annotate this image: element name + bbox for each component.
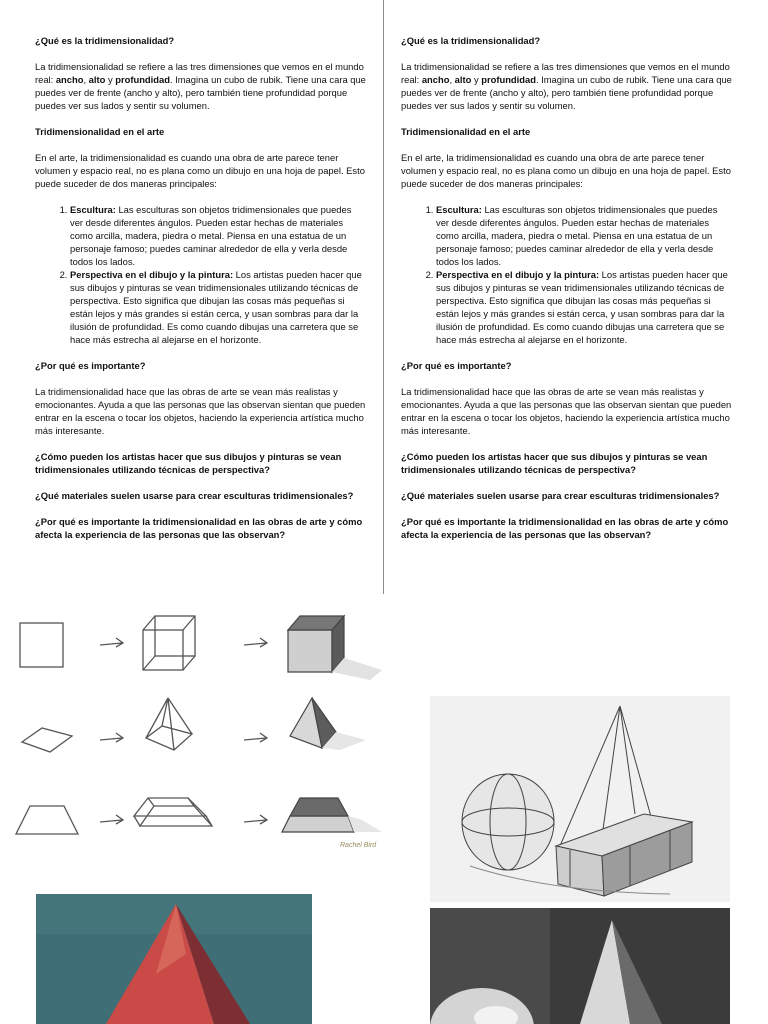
artist-signature: Rachel Bird: [340, 842, 377, 849]
question-heading: ¿Cómo pueden los artistas hacer que sus dibujos y pinturas se vean tridimensionales utilizando técnicas de perspectiva?: [35, 451, 342, 475]
bold-term: alto: [454, 74, 472, 85]
bold-term: ancho: [421, 74, 450, 85]
text-run: ,: [449, 74, 455, 85]
paragraph: La tridimensionalidad hace que las obras de arte se vean más realistas y emocionantes. Ayuda a que las personas que las observan sientan que pueden entrar en la escena o tocar los objetos, haciendo la experiencia artística mucho más interesante.: [35, 386, 366, 436]
list-item-title: Escultura:: [436, 204, 482, 215]
text-run: . Imagina un cubo de rubik. Tiene una cara que puedes ver de frente (ancho y alto), pero también tiene profundidad porque puedes ver sus lados y sentir su volumen.: [35, 74, 366, 111]
text-column-right: [401, 34, 733, 554]
text-run: La tridimensionalidad se refiere a las tres dimensiones que vemos en el mundo real:: [401, 61, 730, 85]
list-item: [70, 203, 367, 268]
question-heading: ¿Por qué es importante la tridimensionalidad en las obras de arte y cómo afecta la experiencia de las personas que las observan?: [35, 516, 363, 540]
list-item-title: Perspectiva en el dibujo y la pintura:: [70, 269, 234, 280]
list-item-text: Los artistas pueden hacer que sus dibujos y pinturas se vean tridimensionales utilizando técnicas de perspectiva. Esto significa que dibujan las cosas más pequeñas si están lejos y más grandes si están cerca, y usan sombras para dar la ilusión de profundidad. Es como cuando dibujas una carretera que se hace más estrecha al alejarse en el horizonte.: [436, 269, 728, 345]
bold-term: ancho: [55, 74, 84, 85]
shaded-solids-sketch: [430, 908, 730, 1024]
list-item: [436, 203, 733, 268]
paragraph: [35, 60, 367, 112]
text-run: La tridimensionalidad se refiere a las tres dimensiones que vemos en el mundo real:: [35, 61, 364, 85]
shape-progression-drawing: [10, 600, 390, 860]
text-run: y: [471, 74, 482, 85]
list-item: [70, 268, 367, 346]
question-heading: ¿Qué es la tridimensionalidad?: [401, 35, 541, 46]
question-heading: ¿Por qué es importante?: [401, 360, 512, 371]
bold-term: profundidad: [481, 74, 536, 85]
text-run: y: [105, 74, 116, 85]
question-heading: ¿Por qué es importante la tridimensionalidad en las obras de arte y cómo afecta la experiencia de las personas que las observan?: [401, 516, 729, 540]
question-heading: ¿Qué materiales suelen usarse para crear esculturas tridimensionales?: [401, 490, 720, 501]
text-run: ,: [83, 74, 89, 85]
list-item-text: Las esculturas son objetos tridimensionales que puedes ver desde diferentes ángulos. Pueden estar hechas de materiales como arcilla, madera, piedra o metal. Piensa en una estatua de un personaje famoso; puedes caminar alrededor de ella y verla desde todos los lados.: [436, 204, 718, 267]
text-column-left: [35, 34, 367, 554]
list-item-title: Perspectiva en el dibujo y la pintura:: [436, 269, 600, 280]
painted-pyramid-image: [36, 894, 312, 1024]
list-item-title: Escultura:: [70, 204, 116, 215]
text-run: . Imagina un cubo de rubik. Tiene una cara que puedes ver de frente (ancho y alto), pero también tiene profundidad porque puedes ver sus lados y sentir su volumen.: [401, 74, 732, 111]
question-heading: ¿Cómo pueden los artistas hacer que sus dibujos y pinturas se vean tridimensionales utilizando técnicas de perspectiva?: [401, 451, 708, 475]
paragraph: En el arte, la tridimensionalidad es cuando una obra de arte parece tener volumen y espacio real, no es plana como un dibujo en una hoja de papel. Esto puede suceder de dos maneras principales:: [35, 152, 365, 189]
numbered-list: [35, 203, 367, 346]
painted-pyramid-drawing: [36, 894, 312, 1024]
list-item: [436, 268, 733, 346]
shaded-solids-drawing: [430, 908, 730, 1024]
geometric-solids-sketch: [430, 696, 730, 902]
question-heading: ¿Por qué es importante?: [35, 360, 146, 371]
question-heading: ¿Qué materiales suelen usarse para crear esculturas tridimensionales?: [35, 490, 354, 501]
bold-term: profundidad: [115, 74, 170, 85]
paragraph: La tridimensionalidad hace que las obras de arte se vean más realistas y emocionantes. Ayuda a que las personas que las observan sientan que pueden entrar en la escena o tocar los objetos, haciendo la experiencia artística mucho más interesante.: [401, 386, 732, 436]
section-heading: Tridimensionalidad en el arte: [35, 126, 165, 137]
list-item-text: Los artistas pueden hacer que sus dibujos y pinturas se vean tridimensionales utilizando técnicas de perspectiva. Esto significa que dibujan las cosas más pequeñas si están lejos y más grandes si están cerca, y usan sombras para dar la ilusión de profundidad. Es como cuando dibujas una carretera que se hace más estrecha al alejarse en el horizonte.: [70, 269, 362, 345]
shape-progression-sketch: [10, 600, 390, 860]
geometric-solids-drawing: [430, 696, 730, 902]
paragraph: En el arte, la tridimensionalidad es cuando una obra de arte parece tener volumen y espacio real, no es plana como un dibujo en una hoja de papel. Esto puede suceder de dos maneras principales:: [401, 152, 731, 189]
list-item-text: Las esculturas son objetos tridimensionales que puedes ver desde diferentes ángulos. Pueden estar hechas de materiales como arcilla, madera, piedra o metal. Piensa en una estatua de un personaje famoso; puedes caminar alrededor de ella y verla desde todos los lados.: [70, 204, 352, 267]
section-heading: Tridimensionalidad en el arte: [401, 126, 531, 137]
question-heading: ¿Qué es la tridimensionalidad?: [35, 35, 175, 46]
column-divider: [383, 0, 384, 594]
paragraph: [401, 60, 733, 112]
numbered-list: [401, 203, 733, 346]
bold-term: alto: [88, 74, 106, 85]
